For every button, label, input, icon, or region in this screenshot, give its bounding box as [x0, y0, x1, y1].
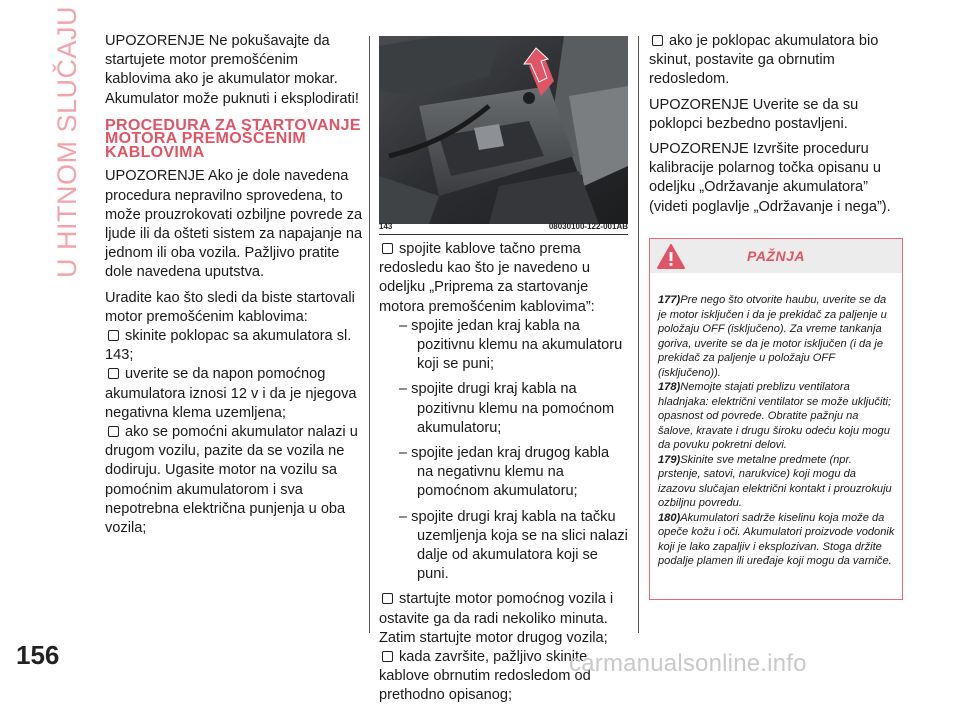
checkbox-icon	[382, 651, 393, 662]
checkbox-icon	[108, 368, 119, 379]
checkbox-icon	[652, 35, 663, 46]
column-1	[105, 32, 363, 538]
warning-item: 177)Pre nego što otvorite haubu, uverite se da je motor isključen i da je prekidač za paljenje u položaju OFF (isključeno). Za vreme tankanja goriva, uverite se da je motor isključen (i da je prekidač za paljenje u položaju OFF (isključeno)).	[658, 294, 887, 379]
column-divider-2	[638, 36, 639, 633]
checkbox-icon	[108, 330, 119, 341]
list-item: startujte motor pomoćnog vozila i ostavite ga da radi nekoliko minuta. Zatim startujte motor drugog vozila;	[379, 591, 614, 646]
checkbox-icon	[108, 426, 119, 437]
dash-item: – spojite jedan kraj kabla na pozitivnu klemu na akumulatoru koji se puni;	[399, 317, 623, 373]
column-3	[649, 32, 904, 223]
checkbox-icon	[382, 243, 393, 254]
checkbox-icon	[382, 593, 393, 604]
list-item: ako se pomoćni akumulator nalazi u drugom vozilu, pazite da se vozila ne dodiruju. Ugasite motor na vozilu sa pomoćnim akumulatorom i sva nepotrebna električna punjenja u oba vozila;	[105, 423, 358, 536]
page-number: 156	[16, 640, 60, 670]
list-item: uverite se da napon pomoćnog akumulatora iznosi 12 v i da je njegova negativna klema uzemljena;	[105, 366, 357, 421]
intro-paragraph: Uradite kao što sledi da biste startovali motor premošćenim kablovima:	[105, 289, 355, 325]
figure-caption	[379, 222, 628, 235]
list-item: skinite poklopac sa akumulatora sl. 143;	[105, 327, 352, 364]
warning-paragraph-2: UPOZORENJE Ako je dole navedena procedura nepravilno sprovedena, to može prouzrokovati ozbiljne povrede za ljude ili da ošteti sistem za napajanje na jednom ili oba vozila. Pažljivo pratite dole navedena uputstva.	[105, 168, 363, 281]
column-divider-1	[369, 36, 370, 633]
dash-item: – spojite drugi kraj kabla na tačku uzemljenja koja se na slici nalazi dalje od akumulatora koji se puni.	[399, 508, 628, 583]
dash-item: – spojite drugi kraj kabla na pozitivnu klemu na pomoćnom akumulatoru;	[399, 381, 615, 436]
dash-item: – spojite jedan kraj drugog kabla na negativnu klemu na pomoćnom akumulatoru;	[399, 445, 610, 500]
warning-item: 180)Akumulatori sadrže kiselinu koja može da opeče kožu i oči. Akumulatori proizvode vodonik koji je lako zapaljiv i eksplozivan. Stoga držite podalje plamen ili uređaje koji mogu da varniče.	[658, 511, 895, 567]
battery-photo-icon	[379, 36, 628, 224]
warning-box	[649, 238, 903, 600]
watermark: carmanualsonline.info	[569, 650, 807, 677]
section-title	[52, 5, 92, 290]
procedure-heading: PROCEDURA ZA STARTOVANJE MOTORA PREMOŠĆENIM KABLOVIMA	[105, 116, 361, 161]
list-item: spojite kablove tačno prema redosledu kao što je navedeno u odeljku „Priprema za startovanje motora premošćenim kablovima”:	[379, 241, 595, 315]
warning-item: 178)Nemojte stajati preblizu ventilatora hladnjaka: električni ventilator se može uključiti; opasnost od povrede. Obratite pažnju na šalove, kravate i drugu široku odeću koju mogu da povuku pokretni delovi.	[658, 381, 892, 451]
list-item: kada završite, pažljivo skinite kablove obrnutim redosledom od prethodno opisanog;	[379, 649, 591, 704]
figure-code: 08030100-122-001AB	[548, 222, 628, 231]
warning-body	[650, 273, 902, 569]
warning-item: 179)Skinite sve metalne predmete (npr. prstenje, satovi, narukvice) koji mogu da izazovu slučajan električni kontakt i prouzrokuju ozbiljnu povredu.	[658, 453, 892, 509]
warning-paragraph-3: UPOZORENJE Uverite se da su poklopci bezbedno postavljeni.	[649, 96, 859, 132]
battery-figure	[379, 36, 628, 224]
section-title-text: U HITNOM SLUČAJU	[52, 5, 82, 278]
warning-header	[650, 239, 902, 273]
warning-paragraph-4: UPOZORENJE Izvršite proceduru kalibracije polarnog točka opisanu u odeljku „Održavanje akumulatora” (videti poglavlje „Održavanje i nega”).	[649, 141, 891, 215]
figure-number: 143	[379, 222, 393, 231]
warning-title: PAŽNJA	[747, 248, 805, 264]
warning-paragraph-1: UPOZORENJE Ne pokušavajte da startujete motor premošćenim kablovima ako je akumulator mokar. Akumulator može puknuti i eksplodirati!	[105, 33, 359, 107]
column-2	[379, 240, 629, 706]
list-item: ako je poklopac akumulatora bio skinut, postavite ga obrnutim redosledom.	[649, 33, 879, 88]
